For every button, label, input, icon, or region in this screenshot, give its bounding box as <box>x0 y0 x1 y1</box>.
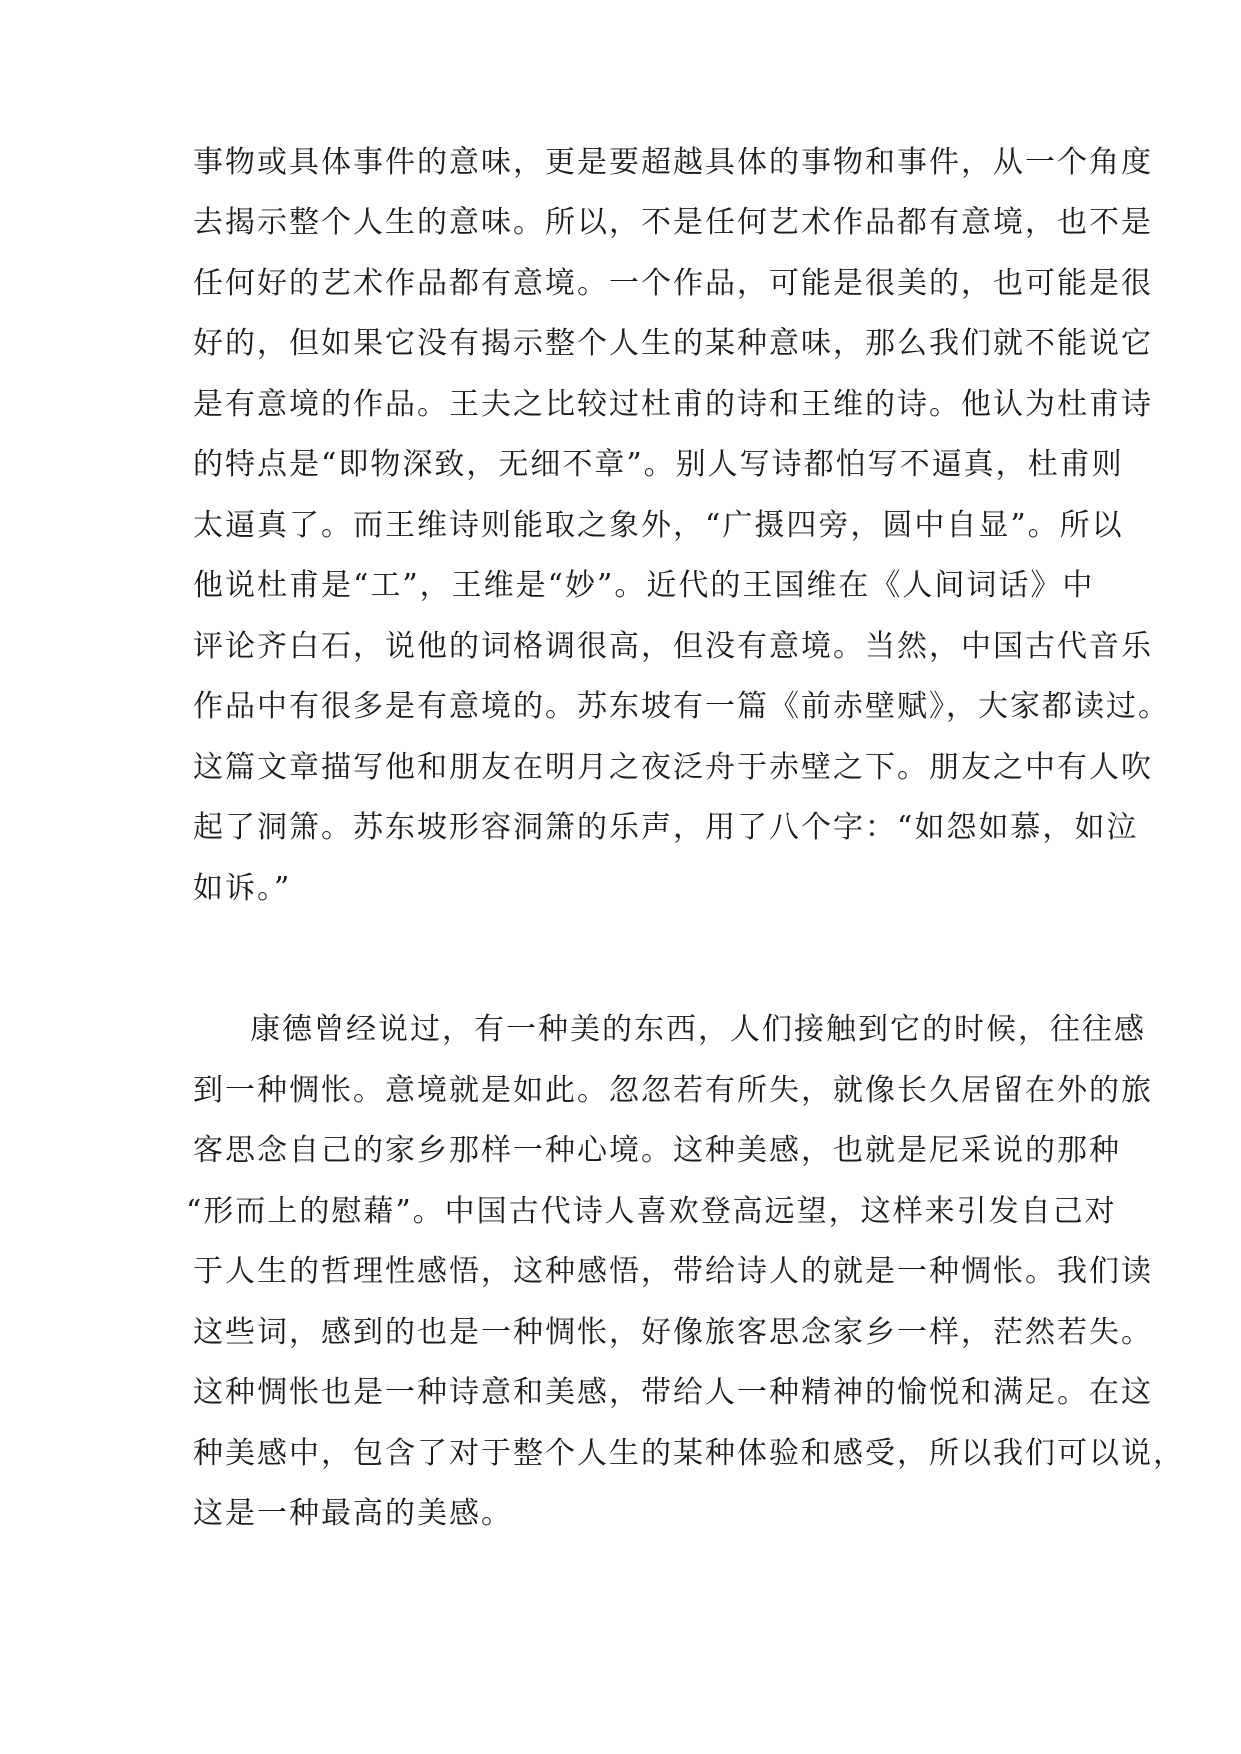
text-line: 是有意境的作品。王夫之比较过杜甫的诗和王维的诗。他认为杜甫诗 <box>193 387 1153 422</box>
text-line: 太逼真了。而王维诗则能取之象外，“广摄四旁，圆中自显”。所以 <box>193 508 1124 543</box>
text-line: 任何好的艺术作品都有意境。一个作品，可能是很美的，也可能是很 <box>193 266 1153 301</box>
text-line: 种美感中，包含了对于整个人生的某种体验和感受，所以我们可以说， <box>193 1436 1185 1471</box>
text-line: 的特点是“即物深致，无细不章”。别人写诗都怕写不逼真，杜甫则 <box>193 447 1124 482</box>
text-line: 这是一种最高的美感。 <box>193 1496 513 1531</box>
text-line: 这篇文章描写他和朋友在明月之夜泛舟于赤壁之下。朋友之中有人吹 <box>193 750 1153 785</box>
text-line: 他说杜甫是“工”，王维是“妙”。近代的王国维在《人间词话》中 <box>193 568 1095 603</box>
text-line: 于人生的哲理性感悟，这种感悟，带给诗人的就是一种惆怅。我们读 <box>193 1254 1153 1289</box>
text-line: 客思念自己的家乡那样一种心境。这种美感，也就是尼采说的那种 <box>193 1133 1121 1168</box>
text-line: 评论齐白石，说他的词格调很高，但没有意境。当然，中国古代音乐 <box>193 629 1153 664</box>
text-line: 这种惆怅也是一种诗意和美感，带给人一种精神的愉悦和满足。在这 <box>193 1375 1153 1410</box>
text-line: 去揭示整个人生的意味。所以，不是任何艺术作品都有意境，也不是 <box>193 205 1153 240</box>
text-line: 起了洞箫。苏东坡形容洞箫的乐声，用了八个字：“如怨如慕，如泣 <box>193 810 1139 845</box>
text-line: 康德曾经说过，有一种美的东西，人们接触到它的时候，往往感 <box>250 1012 1146 1047</box>
text-line: “形而上的慰藉”。中国古代诗人喜欢登高远望，这样来引发自己对 <box>186 1194 1117 1229</box>
text-line: 到一种惆怅。意境就是如此。忽忽若有所失，就像长久居留在外的旅 <box>193 1073 1153 1108</box>
text-line: 这些词，感到的也是一种惆怅，好像旅客思念家乡一样，茫然若失。 <box>193 1315 1153 1350</box>
text-line: 好的，但如果它没有揭示整个人生的某种意味，那么我们就不能说它 <box>193 326 1153 361</box>
text-line: 作品中有很多是有意境的。苏东坡有一篇《前赤壁赋》，大家都读过。 <box>193 689 1170 724</box>
text-line: 如诉。” <box>193 871 292 906</box>
text-line: 事物或具体事件的意味，更是要超越具体的事物和事件，从一个角度 <box>193 145 1153 180</box>
